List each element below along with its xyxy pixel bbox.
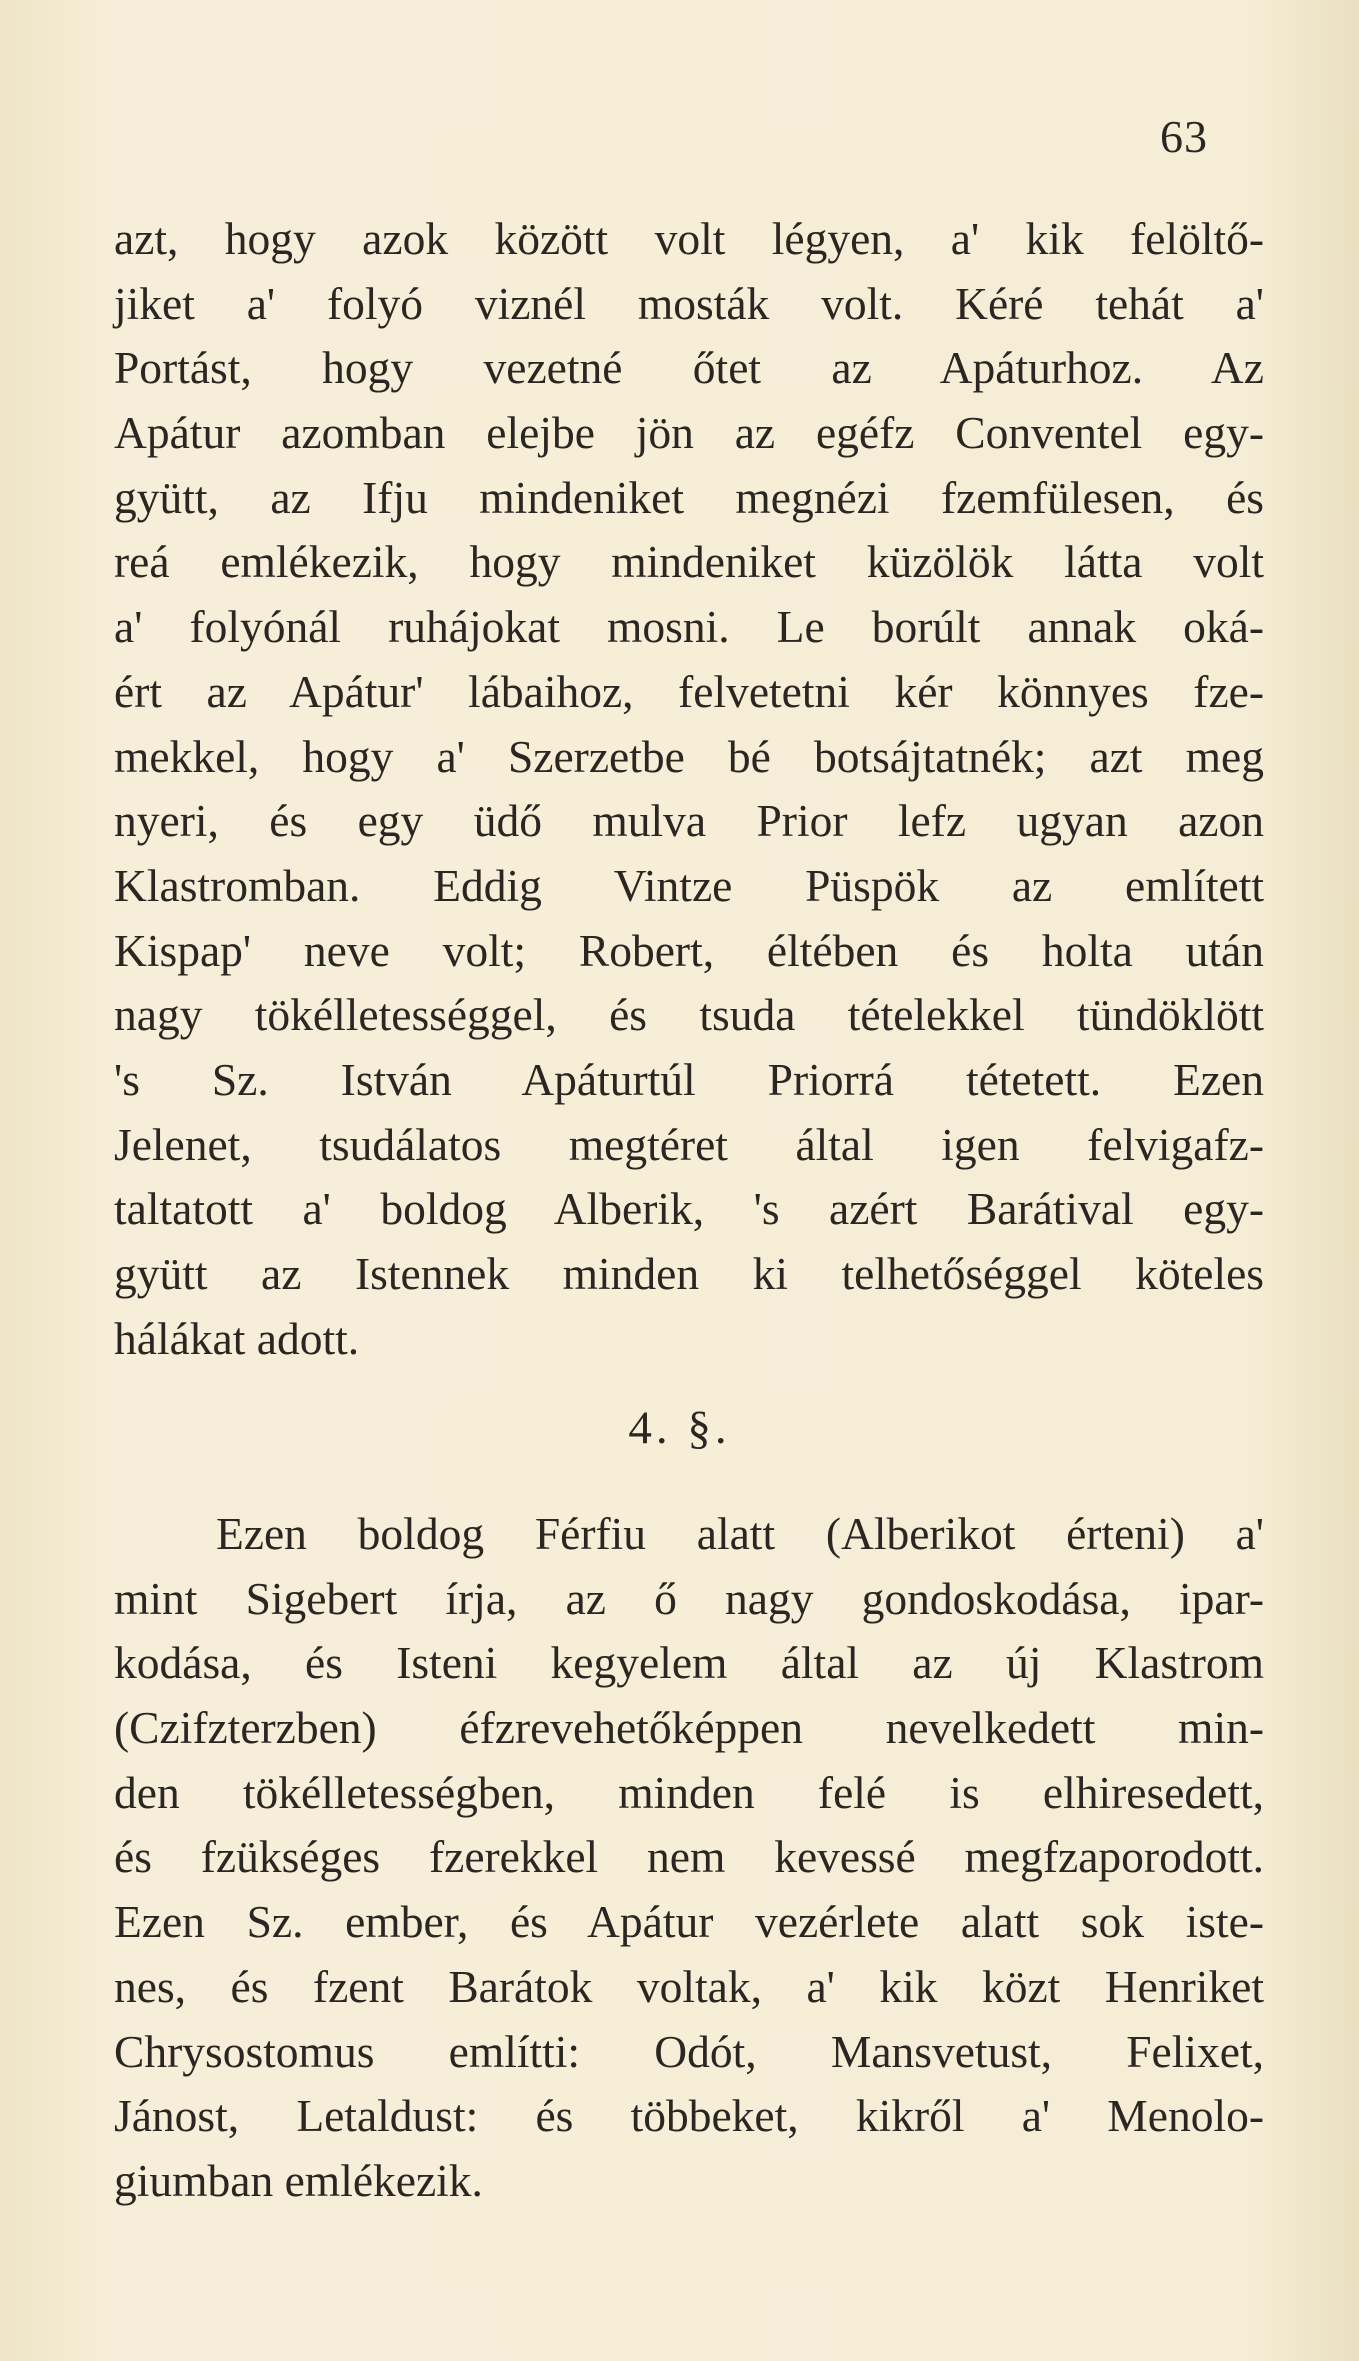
text-line: gyütt az Istennek minden ki telhetőséggel köteles xyxy=(114,1248,1264,1299)
text-line: Jelenet, tsudálatos megtéret által igen felvigafz- xyxy=(114,1118,1264,1170)
text-line: mekkel, hogy a' Szerzetbe bé botsájtatnék; azt meg xyxy=(114,730,1264,782)
text-line: mint Sigebert írja, az ő nagy gondoskodása, ipar- xyxy=(114,1572,1264,1624)
text-line: Klastromban. Eddig Vintze Püspök az említett xyxy=(114,859,1264,911)
text-line: giumban emlékezik. xyxy=(114,2154,483,2206)
text-line: kodása, és Isteni kegyelem által az új Klastrom xyxy=(114,1637,1264,1689)
text-line: nyeri, és egy üdő mulva Prior lefz ugyan azon xyxy=(114,795,1264,847)
text-line: jiket a' folyó viznél mosták volt. Kéré tehát a' xyxy=(114,277,1264,329)
text-line: hálákat adott. xyxy=(114,1312,360,1364)
text-line: den tökélletességben, minden felé is elhiresedett, xyxy=(114,1766,1264,1818)
text-line: nes, és fzent Barátok voltak, a' kik közt Henriket xyxy=(114,1960,1264,2012)
text-line: és fzükséges fzerekkel nem kevessé megfzaporodott. xyxy=(114,1831,1264,1883)
text-line: reá emlékezik, hogy mindeniket küzölök látta volt xyxy=(114,536,1264,588)
text-line: Jánost, Letaldust: és többeket, kikről a' Menolo- xyxy=(114,2090,1264,2142)
text-line: taltatott a' boldog Alberik, 's azért Barátival egy- xyxy=(114,1183,1264,1235)
text-line: Ezen Sz. ember, és Apátur vezérlete alatt sok iste- xyxy=(114,1896,1264,1948)
paragraph-2 xyxy=(114,1502,1264,2214)
text-line: Ezen boldog Férfiu alatt (Alberikot érteni) a' xyxy=(216,1508,1264,1559)
text-line: azt, hogy azok között volt légyen, a' kik felöltő- xyxy=(114,213,1264,264)
section-heading: 4. §. xyxy=(628,1402,731,1454)
text-line: Apátur azomban elejbe jön az egéfz Conventel egy- xyxy=(114,407,1264,459)
text-line: (Czifzterzben) éfzrevehetőképpen nevelkedett min- xyxy=(114,1702,1264,1754)
text-line: ért az Apátur' lábaihoz, felvetetni kér könnyes fze- xyxy=(114,665,1264,717)
text-line: nagy tökélletességgel, és tsuda tételekkel tündöklött xyxy=(114,989,1264,1041)
paragraph-1 xyxy=(114,207,1264,1371)
text-line: Kispap' neve volt; Robert, éltében és holta után xyxy=(114,924,1264,976)
page-number: 63 xyxy=(1160,111,1208,162)
text-line: 's Sz. István Apáturtúl Priorrá tétetett. Ezen xyxy=(114,1053,1264,1105)
text-line: gyütt, az Ifju mindeniket megnézi fzemfülesen, és xyxy=(114,471,1264,523)
text-line: Chrysostomus említti: Odót, Mansvetust, Felixet, xyxy=(114,2025,1264,2077)
text-line: a' folyónál ruhájokat mosni. Le borúlt annak oká- xyxy=(114,601,1264,653)
text-line: Portást, hogy vezetné őtet az Apáturhoz. Az xyxy=(114,342,1264,394)
